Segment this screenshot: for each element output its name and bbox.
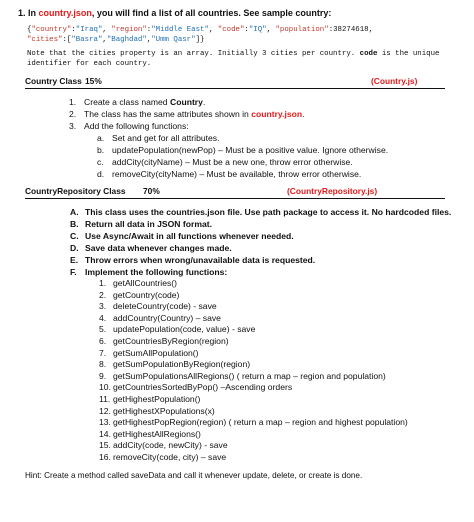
code-token: , bbox=[102, 26, 112, 34]
item-text: removeCity(cityName) – Must be available, throw error otherwise. bbox=[112, 169, 362, 179]
list-item bbox=[70, 218, 451, 230]
item-number: 13. bbox=[99, 417, 111, 428]
item-text: Save data whenever changes made. bbox=[85, 243, 232, 253]
list-item bbox=[97, 144, 389, 156]
item-text: updatePopulation(newPop) – Must be a positive value. Ignore otherwise. bbox=[112, 145, 389, 155]
step-item bbox=[69, 120, 305, 132]
code-token: "Umm Qasr" bbox=[151, 36, 196, 44]
repository-functions bbox=[99, 278, 408, 464]
note-line-2: identifier for each country. bbox=[27, 60, 152, 68]
list-item bbox=[99, 289, 408, 302]
step-text: The class has the same attributes shown in bbox=[84, 109, 252, 119]
code-line-1 bbox=[27, 25, 373, 35]
code-token: "Iraq" bbox=[75, 26, 103, 34]
section-percent: 70% bbox=[143, 186, 160, 196]
code-token: :38274618, bbox=[328, 26, 374, 34]
list-item bbox=[99, 417, 408, 429]
list-item bbox=[99, 278, 408, 290]
repository-requirements bbox=[70, 206, 452, 278]
list-item bbox=[97, 156, 388, 168]
country-repository-header bbox=[25, 186, 445, 199]
list-item bbox=[99, 428, 408, 441]
intro-prefix: 1. In bbox=[18, 8, 39, 18]
item-number: 7. bbox=[99, 347, 107, 358]
item-number: 12. bbox=[99, 405, 111, 416]
list-item bbox=[99, 347, 408, 360]
item-number: 10. bbox=[99, 382, 111, 393]
item-number: 9. bbox=[99, 370, 107, 381]
item-text: getHighestPopulation() bbox=[113, 393, 201, 404]
code-token: "cities" bbox=[27, 36, 63, 44]
code-token: "region" bbox=[111, 26, 147, 34]
section-title: Country Class bbox=[25, 76, 82, 86]
code-token: :[ bbox=[62, 36, 72, 44]
note-line-1 bbox=[27, 49, 439, 59]
item-text: getHighestPopRegion(region) ( return a map – region and highest population) bbox=[113, 417, 408, 428]
section-percent: 15% bbox=[85, 76, 102, 86]
list-item bbox=[70, 254, 451, 266]
step-number: 2. bbox=[69, 109, 77, 119]
code-line-2 bbox=[27, 35, 373, 45]
item-number: 16. bbox=[99, 451, 111, 462]
item-text: Use Async/Await in all functions whenever needed. bbox=[85, 231, 294, 241]
item-text: Return all data in JSON format. bbox=[85, 219, 213, 229]
list-item bbox=[70, 206, 452, 218]
item-number: 8. bbox=[99, 359, 107, 370]
code-token: "Baghdad" bbox=[106, 36, 147, 44]
intro-file-name: country.json bbox=[38, 8, 92, 18]
code-token: , bbox=[146, 36, 152, 44]
section-file-name: (Country.js) bbox=[371, 76, 418, 86]
list-item bbox=[99, 440, 408, 452]
list-item bbox=[70, 230, 451, 242]
item-number: 11. bbox=[99, 393, 111, 404]
item-text: getSumPopulationByRegion(region) bbox=[113, 359, 251, 370]
list-item bbox=[99, 312, 408, 325]
sample-json-code bbox=[27, 25, 373, 45]
list-item bbox=[97, 132, 388, 144]
item-number: b. bbox=[97, 145, 105, 155]
item-number: 1. bbox=[99, 278, 107, 288]
code-token: { bbox=[27, 26, 32, 34]
item-text: getSumAllPopulation() bbox=[113, 347, 199, 358]
item-number: d. bbox=[97, 169, 105, 179]
code-token: "Middle East" bbox=[151, 26, 209, 34]
step-text: . bbox=[302, 109, 305, 119]
item-number: E. bbox=[70, 255, 79, 265]
list-item bbox=[97, 168, 388, 180]
list-item bbox=[99, 382, 408, 394]
section-title: CountryRepository Class bbox=[25, 186, 126, 196]
list-item bbox=[70, 242, 451, 254]
item-number: 3. bbox=[99, 301, 107, 312]
code-token: , bbox=[102, 36, 107, 44]
step-text: Add the following functions: bbox=[84, 121, 189, 131]
item-text: This class uses the countries.json file. Use path package to access it. No hardcoded files. bbox=[85, 207, 452, 217]
code-token: , bbox=[208, 26, 218, 34]
list-item bbox=[99, 405, 408, 418]
list-item bbox=[70, 266, 451, 278]
item-text: updatePopulation(code, value) - save bbox=[113, 324, 256, 335]
item-text: getAllCountries() bbox=[113, 278, 177, 288]
item-text: getCountriesByRegion(region) bbox=[113, 335, 229, 346]
intro-heading bbox=[18, 8, 331, 18]
note-code-keyword: code bbox=[359, 50, 378, 58]
item-text: getCountry(code) bbox=[113, 289, 180, 300]
item-text: getHighestXPopulations(x) bbox=[113, 405, 215, 416]
item-number: B. bbox=[70, 219, 79, 229]
country-class-header bbox=[25, 76, 445, 89]
list-item bbox=[99, 335, 408, 348]
step-number: 3. bbox=[69, 121, 77, 131]
step-text: country.json bbox=[251, 109, 303, 119]
code-token: "Basra" bbox=[71, 36, 103, 44]
hint-text: Hint: Create a method called saveData and call it whenever update, delete, or create is done. bbox=[25, 471, 363, 480]
step-number: 1. bbox=[69, 97, 77, 107]
item-text: getCountriesSortedByPop() –Ascending orders bbox=[113, 382, 293, 393]
item-number: a. bbox=[97, 133, 105, 143]
intro-suffix: , you will find a list of all countries. See sample country: bbox=[91, 8, 332, 18]
note-text-a: Note that the cities property is an array. Initially 3 cities per country. bbox=[27, 50, 360, 58]
item-text: getSumPopulationsAllRegions() ( return a map – region and population) bbox=[113, 370, 386, 381]
list-item bbox=[99, 301, 408, 313]
code-token: , bbox=[266, 26, 276, 34]
list-item bbox=[99, 370, 408, 383]
step-text: Country bbox=[169, 97, 203, 107]
item-number: 15. bbox=[99, 440, 111, 451]
code-token: : bbox=[71, 26, 76, 34]
step-item bbox=[69, 108, 305, 120]
code-token: : bbox=[244, 26, 249, 34]
item-number: D. bbox=[70, 243, 79, 253]
step-text: . bbox=[202, 97, 206, 107]
cities-note bbox=[27, 49, 439, 69]
item-number: A. bbox=[70, 207, 79, 217]
item-text: Throw errors when wrong/unavailable data is requested. bbox=[85, 255, 316, 265]
list-item bbox=[99, 393, 408, 406]
code-token: ]} bbox=[195, 36, 205, 44]
item-number: c. bbox=[97, 157, 104, 167]
item-number: 6. bbox=[99, 335, 107, 346]
item-text: addCity(code, newCity) - save bbox=[113, 440, 228, 451]
list-item bbox=[99, 324, 408, 336]
code-token: "country" bbox=[31, 26, 72, 34]
item-number: 2. bbox=[99, 289, 107, 300]
code-token: "IQ" bbox=[248, 26, 267, 34]
section-file-name: (CountryRepository.js) bbox=[287, 186, 378, 196]
item-number: 4. bbox=[99, 312, 107, 323]
item-text: removeCity(code, city) – save bbox=[113, 451, 227, 462]
item-number: F. bbox=[70, 267, 77, 277]
code-token: : bbox=[146, 26, 152, 34]
code-token: "population" bbox=[275, 26, 329, 34]
item-text: Implement the following functions: bbox=[85, 267, 228, 277]
item-text: addCountry(Country) – save bbox=[113, 312, 221, 323]
code-token: "code" bbox=[217, 26, 245, 34]
list-item bbox=[99, 359, 408, 371]
country-class-steps bbox=[69, 96, 305, 132]
note-text-b: is the unique bbox=[377, 50, 440, 58]
item-text: getHighestAllRegions() bbox=[113, 428, 201, 439]
item-number: C. bbox=[70, 231, 79, 241]
item-text: deleteCountry(code) - save bbox=[113, 301, 217, 312]
item-text: addCity(cityName) – Must be a new one, throw error otherwise. bbox=[112, 157, 353, 167]
item-number: 14. bbox=[99, 428, 111, 439]
item-number: 5. bbox=[99, 324, 107, 335]
item-text: Set and get for all attributes. bbox=[112, 133, 220, 143]
list-item bbox=[99, 451, 408, 464]
step-item bbox=[69, 96, 305, 108]
step-text: Create a class named bbox=[84, 97, 170, 107]
country-class-functions bbox=[97, 132, 389, 180]
